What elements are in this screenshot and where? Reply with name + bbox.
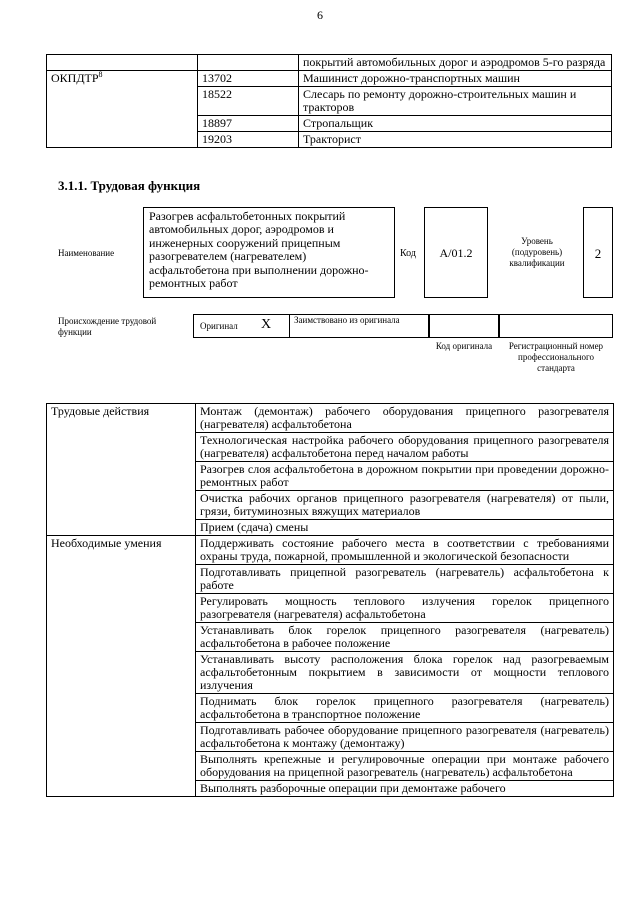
section-title: 3.1.1. Трудовая функция [58, 178, 201, 193]
classifier-name: ОКПДТР [51, 71, 99, 85]
table-cell: Подготавливать рабочее оборудование прицепного разогревателя (нагреватель) асфальтобетона к монтажу (демонтажу) [196, 723, 614, 752]
original-label: Оригинал [200, 321, 238, 331]
table-cell: Монтаж (демонтаж) рабочего оборудования прицепного разогревателя (нагревателя) асфальтобетона [196, 404, 614, 433]
table-cell: Выполнять крепежные и регулировочные операции при монтаже рабочего оборудования на прицепной разогреватель (нагреватель) асфальтобетона [196, 752, 614, 781]
classifier-cell [47, 71, 198, 148]
table-cell: Очистка рабочих органов прицепного разогревателя (нагревателя) от пыли, грязи, битуминозных вяжущих материалов [196, 491, 614, 520]
origin-divider [289, 314, 290, 338]
borrowed-label: Заимствовано из оригинала [294, 315, 400, 325]
table-cell: Разогрев слоя асфальтобетона в дорожном покрытии при проведении дорожно-ремонтных работ [196, 462, 614, 491]
table-cell: Технологическая настройка рабочего оборудования прицепного разогревателя (нагревателя) асфальтобетона перед началом работы [196, 433, 614, 462]
table-cell: Устанавливать блок горелок прицепного разогревателя (нагреватель) асфальтобетона в рабочее положение [196, 623, 614, 652]
table-cell: 18522 [198, 87, 299, 116]
original-code-box [429, 314, 499, 338]
code-label: Код [400, 248, 416, 259]
table-cell: покрытий автомобильных дорог и аэродромов 5-го разряда [299, 55, 612, 71]
okpdtr-table [46, 54, 612, 148]
table-cell: Устанавливать высоту расположения блока горелок над разогреваемым асфальтобетонным покрытием в зависимости от мощности теплового излучения [196, 652, 614, 694]
function-details-table [46, 403, 614, 797]
table-cell [198, 55, 299, 71]
table-row [47, 404, 614, 433]
table-row [47, 55, 612, 71]
reg-number-box [499, 314, 613, 338]
group-label: Трудовые действия [47, 404, 196, 536]
level-label: Уровень (подуровень) квалификации [509, 236, 565, 268]
table-cell [47, 55, 198, 71]
table-cell: Стропальщик [299, 116, 612, 132]
original-mark: X [261, 317, 272, 332]
table-cell: 19203 [198, 132, 299, 148]
table-cell: Слесарь по ремонту дорожно-строительных машин и тракторов [299, 87, 612, 116]
name-label: Наименование [58, 248, 115, 258]
table-cell: Регулировать мощность теплового излучения горелок прицепного разогревателя (нагревателя) асфальтобетона [196, 594, 614, 623]
function-code-box: А/01.2 [424, 207, 488, 298]
reg-caption: Регистрационный номер профессионального стандарта [508, 341, 604, 373]
page-number: 6 [317, 8, 323, 22]
table-cell: Машинист дорожно-транспортных машин [299, 71, 612, 87]
table-cell: 13702 [198, 71, 299, 87]
table-cell: 18897 [198, 116, 299, 132]
table-cell: Подготавливать прицепной разогреватель (нагреватель) асфальтобетона к работе [196, 565, 614, 594]
table-cell: Поднимать блок горелок прицепного разогревателя (нагреватель) асфальтобетона в транспортное положение [196, 694, 614, 723]
table-row [47, 536, 614, 565]
table-row [47, 71, 612, 87]
table-cell: Выполнять разборочные операции при демонтаже рабочего [196, 781, 614, 797]
level-value-box: 2 [583, 207, 613, 298]
origin-label: Происхождение трудовой функции [58, 316, 157, 337]
code-caption: Код оригинала [435, 341, 493, 351]
footnote-mark: 8 [98, 70, 103, 79]
table-cell: Поддерживать состояние рабочего места в соответствии с требованиями охраны труда, пожарной, промышленной и экологической безопасности [196, 536, 614, 565]
group-label: Необходимые умения [47, 536, 196, 797]
table-cell: Тракторист [299, 132, 612, 148]
table-cell: Прием (сдача) смены [196, 520, 614, 536]
function-name-box: Разогрев асфальтобетонных покрытий автомобильных дорог, аэродромов и инженерных сооружений прицепным разогревателем (нагревателем) асфальтобетона при выполнении дорожно-ремонтных работ [143, 207, 395, 298]
